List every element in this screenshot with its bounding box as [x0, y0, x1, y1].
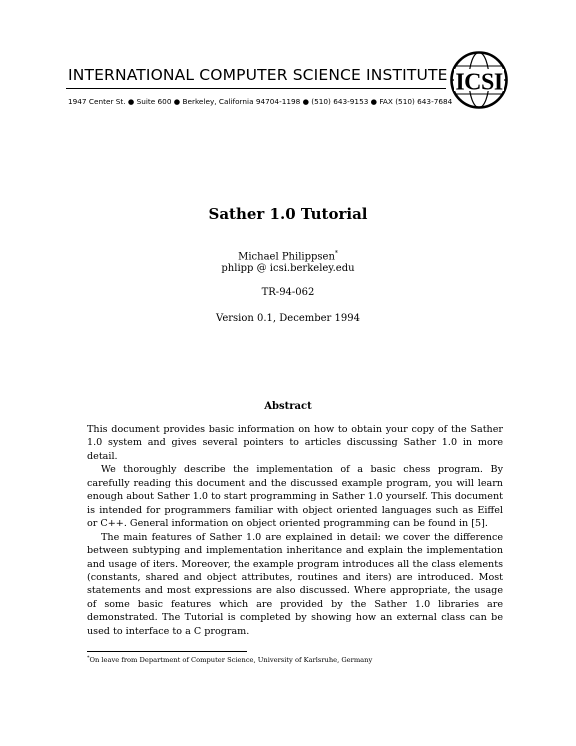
footnote-rule — [87, 651, 247, 652]
document-title: Sather 1.0 Tutorial — [208, 205, 368, 223]
footnote-text: On leave from Department of Computer Science, University of Karlsruhe, Germany — [89, 656, 373, 665]
abstract-heading: Abstract — [264, 401, 312, 412]
report-number: TR-94-062 — [261, 287, 315, 298]
author-line — [0, 250, 576, 262]
abstract-paragraph: We thoroughly describe the implementation of a basic chess program. By carefully reading this document and the discussed example program, you will learn enough about Sather 1.0 to start programming in Sather 1.0 yourself. This document is intended for programmers familiar with object oriented languages such as Eiffel or C++. General information on object oriented programming can be found in [5]. — [87, 464, 503, 530]
abstract-paragraph: The main features of Sather 1.0 are explained in detail: we cover the difference between subtyping and implementation inheritance and explain the implementation and usage of iters. Moreover, the example program introduces all the class elements (constants, shared and object attributes, routines and iters) are introduced. Most statements and most expressions are also discussed. Where appropriate, the usage of some basic features which are provided by the Sather 1.0 libraries are demonstrated. The Tutorial is completed by showing how an external class can be used to interface to a C program. — [87, 531, 503, 637]
institute-name: INTERNATIONAL COMPUTER SCIENCE INSTITUTE — [68, 66, 448, 84]
version-date: Version 0.1, December 1994 — [216, 313, 360, 324]
abstract-paragraph: This document provides basic information on how to obtain your copy of the Sather 1.0 system and gives several pointers to articles discussing Sather 1.0 in more detail. — [87, 424, 503, 462]
footnote — [87, 655, 372, 664]
institute-address: 1947 Center St. ● Suite 600 ● Berkeley, California 94704-1198 ● (510) 643-9153 ● FAX (510) 643-7684 — [68, 97, 453, 106]
author-footnote-mark: * — [334, 250, 338, 257]
author-name: Michael Philippsen — [238, 251, 335, 263]
logo-lettering: ICSI — [455, 69, 503, 96]
header-rule — [66, 88, 446, 89]
icsi-logo — [449, 50, 509, 110]
abstract-body — [87, 423, 503, 638]
footnote-mark: * — [87, 655, 90, 661]
author-email: phlipp @ icsi.berkeley.edu — [221, 263, 355, 274]
